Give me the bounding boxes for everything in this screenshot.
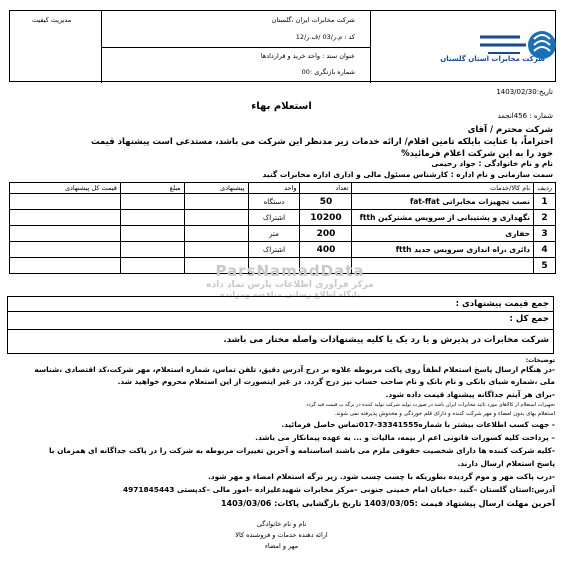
item-total-cell — [10, 242, 121, 258]
document-header — [9, 10, 556, 82]
row-index: 5 — [534, 258, 556, 274]
contact-role: سمت سازمانی و نام اداره : کارشناس مسئول مالی و اداری اداره مخابرات گنبد — [262, 170, 553, 179]
item-offer-cell — [184, 194, 248, 210]
watermark-line: مرکز فرآوری اطلاعات پارس نماد داده — [206, 280, 374, 290]
header-divider — [370, 11, 371, 83]
intro-line-1: احتراماً، با عنایت بایلکه تامین اقلام/ ارائه خدمات زیر مدنظر این شرکت می باشد، مستدعی است پیشنهاد قیمت — [90, 137, 553, 147]
item-amount-cell — [120, 210, 184, 226]
item-offer-cell — [184, 242, 248, 258]
document-title: استعلام بهاء — [251, 101, 312, 112]
table-row — [10, 210, 556, 226]
note-line: پاسخ استعلام ارسال دارند. — [457, 459, 555, 468]
note-line: – پرداخت کلیه کسورات قانونی اعم از بیمه، مالیات و ... به عهده پیمانکار می باشد. — [255, 433, 555, 442]
note-line: -در هنگام ارسال پاسخ استعلام لطفاً روی پاکت مربوطه علاوه بر درج آدرس دقیق، تلفن تماس، شماره استعلام، مهر شرکت،کد اقتصادی ،شناسه — [34, 365, 555, 374]
deadline-line: آخرین مهلت ارسال پیشنهاد قیمت :1403/03/05 تاریخ بازگشایی پاکات: 1403/03/06 — [220, 499, 555, 508]
row-index: 4 — [534, 242, 556, 258]
item-unit: اشتراک — [248, 242, 300, 258]
note-small: تجهیزات استعلام از کالاهای مورد تائید مخابرات ایران باشد در صورت تولید شرکت تولید کننده در برگه پ قیمت قید گردد — [306, 402, 555, 408]
column-header: نام کالا/خدمات — [352, 183, 534, 194]
intro-line-2: خود را به این شرکت اعلام فرمائید% — [401, 149, 553, 159]
notice-text: شرکت مخابرات در پذیرش و یا رد یک یا کلیه پیشنهادات واصله مختار می باشد. — [223, 335, 549, 345]
document-date: تاریخ:1403/02/30 — [496, 88, 553, 96]
item-total-cell — [10, 258, 121, 274]
note-small: استعلام بهای بدون امضاء و مهر شرکت کننده و دارای قلم خوردگی و مخدوش پذیرفته نمی شوند. — [334, 411, 555, 417]
column-header: مبلغ — [120, 183, 184, 194]
item-total-cell — [10, 210, 121, 226]
header-department: مدیریت کیفیت — [32, 16, 72, 24]
row-index: 1 — [534, 194, 556, 210]
item-amount-cell — [120, 194, 184, 210]
total-offer-row — [7, 296, 554, 312]
item-unit: اشتراک — [248, 210, 300, 226]
note-line: ملی ،شماره شبای بانکی و نام بانک و نام صاحب حساب نیز درج گردد. در غیر اینصورت از این استعلام محروم خواهید شد. — [117, 377, 555, 386]
signature-stamp-label: مهر و امضاء — [264, 542, 299, 550]
item-amount-cell — [120, 226, 184, 242]
signature-role-label: ارائه دهنده خدمات و فروشنده کالا — [235, 531, 328, 539]
total-offer-label: جمع قیمت پیشنهادی : — [455, 299, 549, 309]
item-amount-cell — [120, 242, 184, 258]
item-quantity: 400 — [300, 242, 352, 258]
item-name: دائری ،راه اندازی سرویس جدید ftth — [352, 242, 534, 258]
item-total-cell — [10, 226, 121, 242]
item-name: نصب تجهیزات مخابراتی fat-ffat — [352, 194, 534, 210]
table-row — [10, 194, 556, 210]
header-divider — [101, 47, 370, 48]
document-number: شماره : 456انجمد — [497, 112, 553, 120]
table-row — [10, 242, 556, 258]
item-offer-cell — [184, 226, 248, 242]
row-index: 3 — [534, 226, 556, 242]
item-offer-cell — [184, 210, 248, 226]
column-header: پیشنهادی — [184, 183, 248, 194]
header-doc-title: عنوان سند : واحد خرید و قراردادها — [260, 52, 355, 60]
contact-name: نام و نام خانوادگی : جواد رحیمی — [431, 159, 553, 168]
item-amount-cell — [120, 258, 184, 274]
watermark — [190, 262, 390, 299]
note-line: - جهت کسب اطلاعات بیشتر با شماره33341555-017تماس حاصل فرمائید. — [281, 420, 555, 429]
grand-total-label: جمع کل : — [509, 314, 549, 324]
column-header: تعداد — [300, 183, 352, 194]
items-table — [9, 182, 556, 274]
header-revision: شماره بازنگری :00 — [301, 68, 355, 76]
table-row — [10, 226, 556, 242]
row-index: 2 — [534, 210, 556, 226]
notice-row — [7, 330, 554, 354]
header-code: کد : م.ر/03 /ف.ر/12 — [295, 33, 355, 41]
company-logo — [450, 25, 560, 77]
column-header: قیمت کل پیشنهادی — [10, 183, 121, 194]
note-line: -درب پاکت مهر و موم گردیده بطوریکه با چسب چسب شود. زیر برگه استعلام امضاء و مهر شود. — [207, 472, 555, 481]
note-line: -برای هر آیتم جداگانه پیشنهاد قیمت داده شود. — [385, 390, 555, 399]
item-name: نگهداری و پشتیبانی از سرویس مشترکین ftth — [352, 210, 534, 226]
column-header: ردیف — [534, 183, 556, 194]
address-line: آدرس:استان گلستان –گنبد -خیابان امام خمینی جنوبی –مرکز مخابرات شهیدعلیزاده –امور مالی –کدپستی 4971845443 — [122, 485, 555, 494]
logo-caption: شرکت مخابرات استان گلستان — [440, 55, 545, 63]
table-header-row — [10, 183, 556, 194]
greeting: شرکت محترم / آقای — [467, 125, 553, 135]
grand-total-row — [7, 312, 554, 330]
column-header: واحد — [248, 183, 300, 194]
item-quantity: 10200 — [300, 210, 352, 226]
watermark-line: پایگاه اطلاع رسانی مناقصه ومزایده — [219, 290, 361, 299]
item-unit: متر — [248, 226, 300, 242]
signature-name-label: نام و نام خانوادگی — [256, 520, 307, 528]
item-quantity: 200 — [300, 226, 352, 242]
item-unit: دستگاه — [248, 194, 300, 210]
notes-heading: توضیحات: — [525, 357, 555, 364]
header-company: شرکت مخابرات ایران ،گلستان — [271, 16, 355, 24]
item-quantity: 50 — [300, 194, 352, 210]
note-line: -کلیه شرکت کننده ها دارای شخصیت حقوقی ملزم می باشند اساسنامه و آخرین تغییرات مربوطه به شرکت را در پاکت جداگانه ای همزمان با — [48, 446, 555, 455]
item-name: حفاری — [352, 226, 534, 242]
item-total-cell — [10, 194, 121, 210]
watermark-brand: ParsNamadData — [215, 262, 365, 280]
